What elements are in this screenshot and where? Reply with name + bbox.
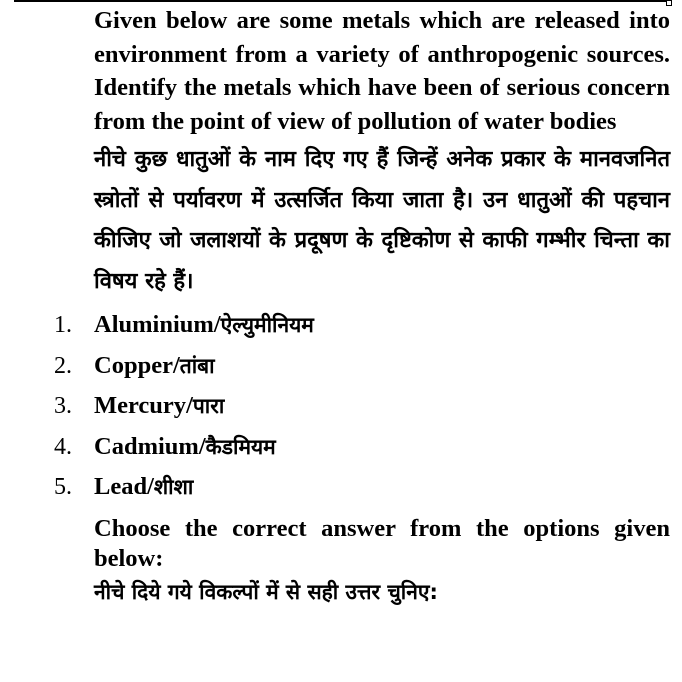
options-list [54,305,670,508]
option-number: 4. [54,433,72,460]
top-border-line [14,0,666,2]
option-item-3 [54,386,670,427]
option-label-english: Mercury [94,392,187,419]
option-number: 5. [54,474,72,500]
option-separator: / [186,392,193,419]
option-label-english: Lead [94,473,148,500]
option-label-hindi: कैडमियम [205,434,276,459]
option-label-hindi: शीशा [153,475,194,499]
option-item-5 [54,467,670,508]
question-text-hindi: नीचे कुछ धातुओं के नाम दिए गए हैं जिन्हें अनेक प्रकार के मानवजनित स्त्रोतों से पर्यावरण में उत्सर्जित किया जाता है। उन धातुओं की पहचान कीजिए जो जलाशयों के प्रदूषण के दृष्टिकोण से काफी गम्भीर चिन्ता का विषय रहे हैं। [94,147,670,294]
option-separator: / [198,432,206,460]
option-label-hindi: तांबा [179,353,215,378]
option-number: 2. [54,352,72,379]
option-number: 1. [54,312,72,338]
option-label-english: Aluminium [94,311,214,338]
option-label-hindi: पारा [192,394,225,418]
option-item-4 [54,427,670,468]
option-item-1 [54,305,670,346]
instruction-text-hindi: नीचे दिये गये विकल्पों में से सही उत्तर चुनिए: [94,579,438,604]
question-block [54,4,670,610]
question-text-english: Given below are some metals which are released into environment from a variety of anthropogenic sources. Identify the metals which have been of serious concern from the point of view of pollution of water bodies [94,7,670,135]
option-separator: / [213,311,221,338]
option-separator: / [172,351,180,379]
option-item-2 [54,346,670,387]
option-label-english: Cadmium [94,432,199,460]
option-separator: / [147,473,154,500]
instruction-text-english: Choose the correct answer from the options given below: [94,514,670,572]
option-label-hindi: ऐल्युमीनियम [220,313,314,337]
option-label-english: Copper [94,351,173,379]
option-number: 3. [54,393,72,419]
